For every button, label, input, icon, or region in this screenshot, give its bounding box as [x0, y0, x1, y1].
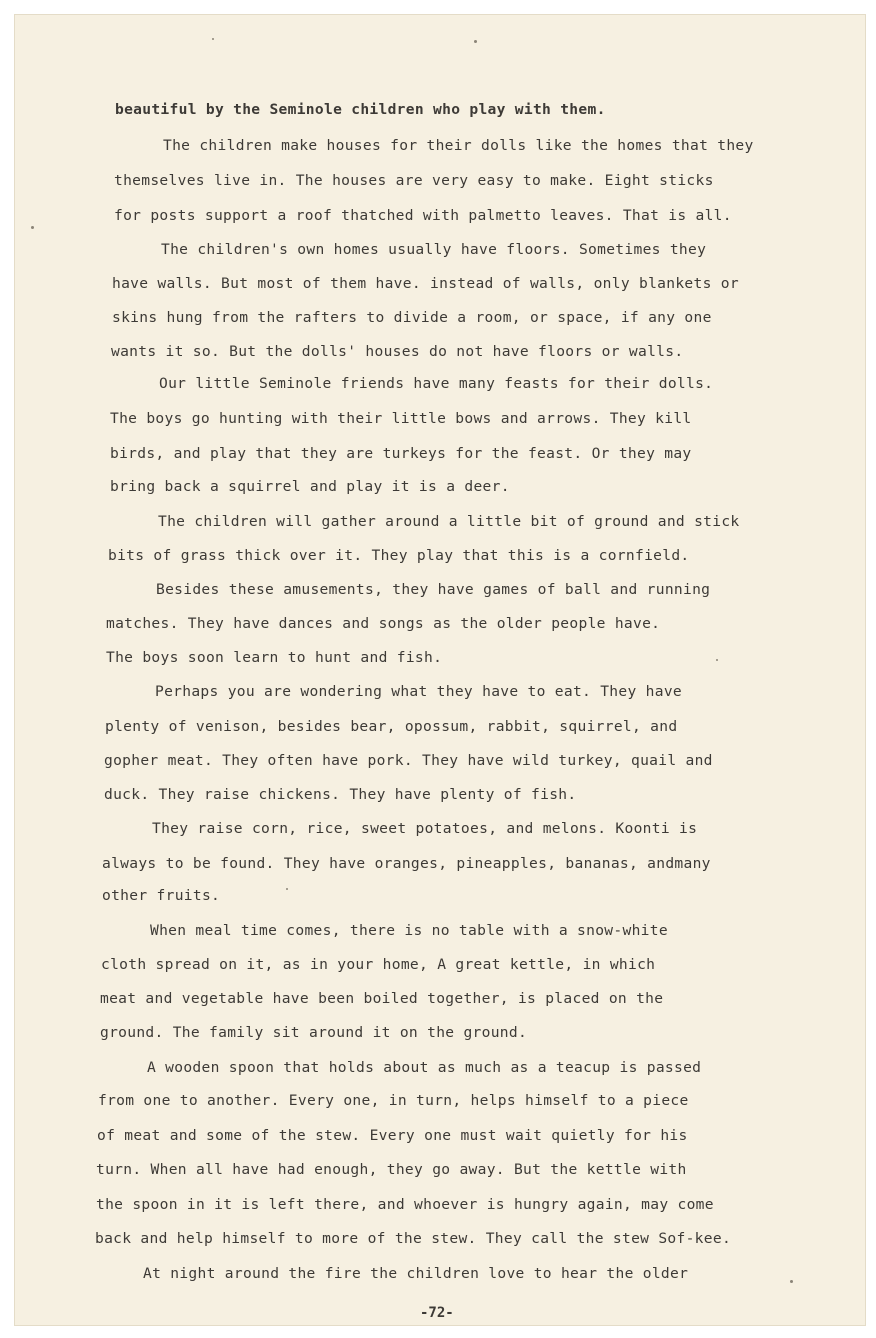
text-line: birds, and play that they are turkeys for the feast. Or they may	[110, 445, 692, 462]
text-line: A wooden spoon that holds about as much as a teacup is passed	[147, 1059, 702, 1076]
text-line: meat and vegetable have been boiled together, is placed on the	[100, 990, 664, 1007]
text-line: ground. The family sit around it on the ground.	[100, 1024, 528, 1041]
text-line: plenty of venison, besides bear, opossum, rabbit, squirrel, and	[105, 718, 678, 735]
paper-speck	[212, 38, 214, 40]
page-number: -72-	[420, 1305, 454, 1321]
text-line: The children will gather around a little bit of ground and stick	[158, 513, 740, 530]
text-line: When meal time comes, there is no table with a snow-white	[150, 922, 668, 939]
text-line: At night around the fire the children love to hear the older	[143, 1265, 689, 1282]
text-line: for posts support a roof thatched with palmetto leaves. That is all.	[114, 207, 732, 224]
text-line: The children make houses for their dolls like the homes that they	[163, 137, 754, 154]
text-line: matches. They have dances and songs as the older people have.	[106, 615, 661, 632]
text-line: The children's own homes usually have floors. Sometimes they	[161, 241, 707, 258]
text-line: bring back a squirrel and play it is a deer.	[110, 478, 510, 495]
paper-speck	[716, 659, 718, 661]
text-line: from one to another. Every one, in turn, helps himself to a piece	[98, 1092, 689, 1109]
text-line: beautiful by the Seminole children who play with them.	[115, 101, 606, 118]
text-line: back and help himself to more of the stew. They call the stew Sof-kee.	[95, 1230, 732, 1247]
text-line: other fruits.	[102, 887, 221, 904]
text-line: skins hung from the rafters to divide a room, or space, if any one	[112, 309, 712, 326]
text-line: cloth spread on it, as in your home, A great kettle, in which	[101, 956, 656, 973]
text-line: The boys go hunting with their little bows and arrows. They kill	[110, 410, 692, 427]
text-line: have walls. But most of them have. instead of walls, only blankets or	[112, 275, 739, 292]
paper-speck	[790, 1280, 793, 1283]
text-line: Our little Seminole friends have many feasts for their dolls.	[159, 375, 714, 392]
text-line: of meat and some of the stew. Every one must wait quietly for his	[97, 1127, 688, 1144]
paper-speck	[286, 888, 288, 890]
text-line: turn. When all have had enough, they go away. But the kettle with	[96, 1161, 687, 1178]
text-line: Besides these amusements, they have games of ball and running	[156, 581, 711, 598]
text-line: They raise corn, rice, sweet potatoes, and melons. Koonti is	[152, 820, 698, 837]
text-line: themselves live in. The houses are very easy to make. Eight sticks	[114, 172, 714, 189]
text-line: The boys soon learn to hunt and fish.	[106, 649, 443, 666]
text-line: duck. They raise chickens. They have plenty of fish.	[104, 786, 577, 803]
text-line: always to be found. They have oranges, pineapples, bananas, andmany	[102, 855, 711, 872]
paper-speck	[474, 40, 477, 43]
text-line: bits of grass thick over it. They play that this is a cornfield.	[108, 547, 690, 564]
text-line: gopher meat. They often have pork. They have wild turkey, quail and	[104, 752, 713, 769]
paper-speck	[31, 226, 34, 229]
text-line: wants it so. But the dolls' houses do not have floors or walls.	[111, 343, 684, 360]
text-line: Perhaps you are wondering what they have to eat. They have	[155, 683, 682, 700]
text-line: the spoon in it is left there, and whoever is hungry again, may come	[96, 1196, 714, 1213]
